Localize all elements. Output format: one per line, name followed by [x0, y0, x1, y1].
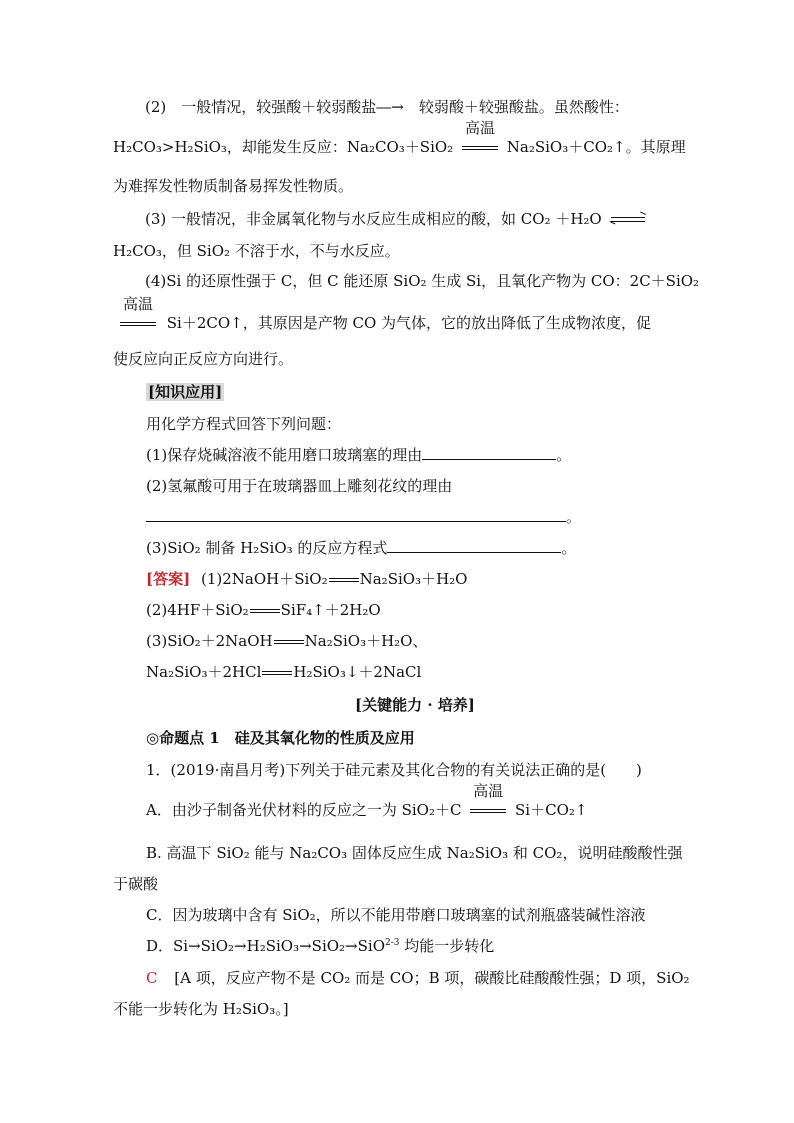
- option-a: [146, 782, 588, 820]
- option-d: [146, 936, 494, 956]
- answer-line4: [146, 662, 421, 682]
- q3-end: 。: [561, 539, 577, 557]
- equation-right: Na₂SiO₃＋CO₂↑。其原理: [506, 138, 686, 156]
- para3-line1: [145, 209, 645, 229]
- knowledge-q2: (2)氢氟酸可用于在玻璃器皿上雕刻花纹的理由: [146, 477, 453, 495]
- option-b-line2: 于碳酸: [113, 875, 159, 893]
- answer-line2: [146, 600, 381, 620]
- high-temp-label: 高温: [122, 295, 153, 313]
- answer2-left: (2)4HF＋SiO₂: [146, 601, 249, 619]
- answer2-right: SiF₄↑＋2H₂O: [280, 601, 381, 619]
- option-d-superscript: 2-3: [385, 938, 400, 948]
- option-a-right: Si＋CO₂↑: [515, 801, 588, 819]
- equals-sign: [250, 609, 280, 613]
- option-b-line1: B. 高温下 SiO₂ 能与 Na₂CO₃ 固体反应生成 Na₂SiO₃ 和 CO₂，说明硅酸酸性强: [146, 844, 683, 862]
- knowledge-q3: [146, 538, 576, 558]
- answer3-left: (3)SiO₂＋2NaOH: [146, 632, 273, 650]
- reversible-arrow-icon: [611, 215, 645, 225]
- answer3-right: Na₂SiO₃＋H₂O、: [304, 632, 428, 650]
- para4-line1: (4)Si 的还原性强于 C，但 C 能还原 SiO₂ 生成 Si，且氧化产物为 CO：2C＋SiO₂: [145, 272, 700, 290]
- section-heading: [关键能力 · 培养]: [355, 696, 475, 714]
- equals-sign: [274, 640, 304, 644]
- answer4-left: Na₂SiO₃＋2HCl: [146, 663, 262, 681]
- para3-line2: H₂CO₃，但 SiO₂ 不溶于水，不与水反应。: [113, 242, 400, 260]
- option-c: C．因为玻璃中含有 SiO₂，所以不能用带磨口玻璃塞的试剂瓶盛装碱性溶液: [146, 906, 646, 924]
- answer4-right: H₂SiO₃↓＋2NaCl: [293, 663, 422, 681]
- answer1-left: (1)2NaOH＋SiO₂: [200, 570, 328, 588]
- answer1-right: Na₂SiO₃＋H₂O: [359, 570, 468, 588]
- high-temp-label: 高温: [473, 782, 504, 800]
- knowledge-tag: [知识应用]: [148, 383, 223, 401]
- option-d-end: 均能一步转化: [404, 937, 495, 955]
- high-temp-arrow: [462, 119, 498, 157]
- knowledge-intro: 用化学方程式回答下列问题：: [146, 415, 342, 433]
- para2-line1: (2) 一般情况，较强酸＋较弱酸盐―→ 较弱酸＋较强酸盐。虽然酸性：: [145, 98, 629, 116]
- para4-text: Si＋2CO↑，其原因是产物 CO 为气体，它的放出降低了生成物浓度，促: [166, 314, 652, 332]
- equals-sign: [262, 671, 292, 675]
- equals-sign: [329, 578, 359, 582]
- q1-blank: [422, 445, 556, 460]
- para2-line3: 为难挥发性物质制备易挥发性物质。: [113, 177, 354, 195]
- answer-tag: [答案]: [146, 570, 191, 588]
- high-temp-arrow: [120, 295, 156, 333]
- answer-letter: C: [146, 969, 158, 987]
- para2-line2: [113, 119, 686, 157]
- option-a-left: A．由沙子制备光伏材料的反应之一为 SiO₂＋C: [146, 801, 462, 819]
- answer-explain-line1: [146, 968, 690, 988]
- para4-line2: [120, 295, 652, 333]
- q2-end: 。: [566, 508, 582, 526]
- answer-explain-line2: 不能一步转化为 H₂SiO₃。]: [113, 1000, 289, 1018]
- option-d-chain: D．Si→SiO₂→H₂SiO₃→SiO₂→SiO: [146, 937, 385, 955]
- knowledge-q1: [146, 445, 571, 465]
- answer-line1: [146, 569, 467, 589]
- q2-blank: [146, 507, 566, 522]
- knowledge-q2-blank-line: [146, 507, 581, 527]
- explain-text: [A 项，反应产物不是 CO₂ 而是 CO；B 项，碳酸比硅酸酸性强；D 项，SiO₂: [174, 969, 690, 987]
- proposition-point: ◎命题点 1 硅及其氧化物的性质及应用: [146, 729, 415, 747]
- q3-text: (3)SiO₂ 制备 H₂SiO₃ 的反应方程式: [146, 539, 388, 557]
- para4-line3: 使反应向正反应方向进行。: [113, 350, 294, 368]
- q1-text: (1)保存烧碱溶液不能用磨口玻璃塞的理由: [146, 446, 423, 464]
- q3-blank: [387, 538, 561, 553]
- high-temp-label: 高温: [464, 119, 495, 137]
- answer-line3: [146, 631, 427, 651]
- q1-end: 。: [556, 446, 572, 464]
- equation-left: H₂CO₃>H₂SiO₃，却能发生反应：Na₂CO₃＋SiO₂: [113, 138, 454, 156]
- para3-text: (3) 一般情况，非金属氧化物与水反应生成相应的酸，如 CO₂ ＋H₂O: [145, 210, 602, 228]
- high-temp-arrow: [470, 782, 506, 820]
- question-stem: 1．(2019·南昌月考)下列关于硅元素及其化合物的有关说法正确的是( ): [146, 761, 642, 779]
